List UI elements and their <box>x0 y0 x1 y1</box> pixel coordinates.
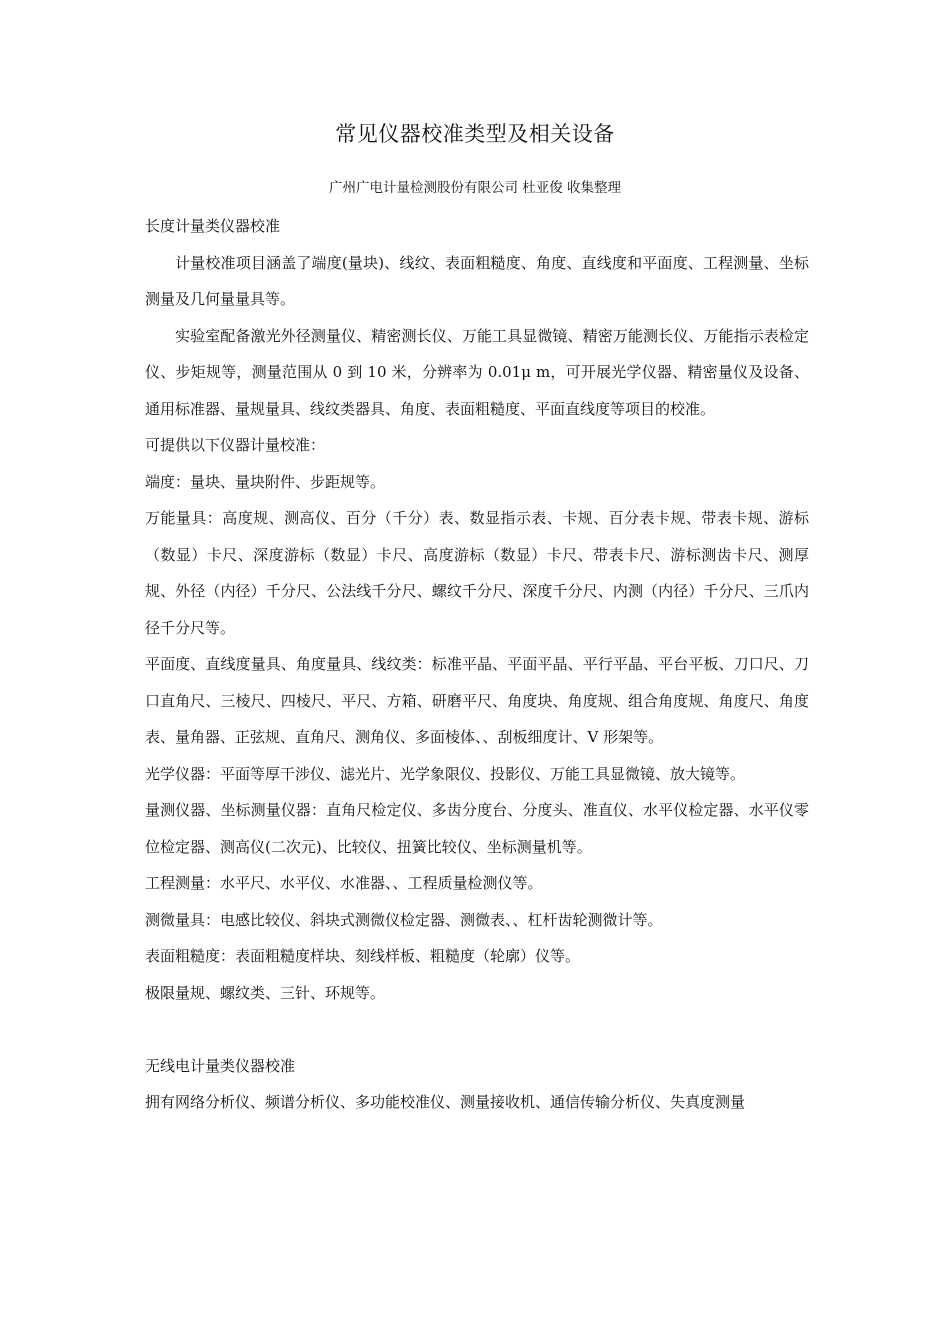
section-heading-radio: 无线电计量类仪器校准 <box>145 1056 296 1075</box>
paragraph-gap <box>145 1011 809 1048</box>
list-item-flatness-angle: 平面度、直线度量具、角度量具、线纹类：标准平晶、平面平晶、平行平晶、平台平板、刀口尺、刀口直角尺、三棱尺、四棱尺、平尺、方箱、研磨平尺、角度块、角度规、组合角度规、角度尺、角度表、量角器、正弦规、直角尺、测角仪、多面棱体、、刮板细度计、V 形架等。 <box>145 655 809 746</box>
list-item-engineering-measurement: 工程测量：水平尺、水平仪、水准器、、工程质量检测仪等。 <box>145 874 543 892</box>
list-item-surface-roughness: 表面粗糙度：表面粗糙度样块、刻线样板、粗糙度（轮廓）仪等。 <box>145 947 581 965</box>
section-heading-length: 长度计量类仪器校准 <box>145 217 281 235</box>
paragraph-radio-equipment: 拥有网络分析仪、频谱分析仪、多功能校准仪、测量接收机、通信传输分析仪、失真度测量 <box>145 1093 746 1111</box>
list-item-measuring-instruments: 量测仪器、坐标测量仪器：直角尺检定仪、多齿分度台、分度头、准直仪、水平仪检定器、水平仪零位检定器、测高仪(二次元)、比较仪、扭簧比较仪、坐标测量机等。 <box>145 801 809 856</box>
paragraph-scope: 计量校准项目涵盖了端度(量块)、线纹、表面粗糙度、角度、直线度和平面度、工程测量、坐标测量及几何量量具等。 <box>145 253 809 308</box>
document-title: 常见仪器校准类型及相关设备 <box>335 122 615 146</box>
list-item-end-gauges: 端度：量块、量块附件、步距规等。 <box>145 472 386 491</box>
list-item-optical-instruments: 光学仪器：平面等厚干涉仪、滤光片、光学象限仪、投影仪、万能工具显微镜、放大镜等。 <box>145 764 746 783</box>
list-item-micrometers: 测微量具：电感比较仪、斜块式测微仪检定器、测微表、、杠杆齿轮测微计等。 <box>145 910 663 929</box>
list-item-limit-gauges: 极限量规、螺纹类、三针、环规等。 <box>145 983 386 1002</box>
list-item-universal-gauges: 万能量具：高度规、测高仪、百分（千分）表、数显指示表、卡规、百分表卡规、带表卡规、游标（数显）卡尺、深度游标（数显）卡尺、高度游标（数显）卡尺、带表卡尺、游标测齿卡尺、测厚规、外径（内径）千分尺、公法线千分尺、螺纹千分尺、深度千分尺、内测（内径）千分尺、三爪内径千分尺等。 <box>145 509 809 637</box>
paragraph-services-intro: 可提供以下仪器计量校准： <box>145 436 326 454</box>
document-subtitle: 广州广电计量检测股份有限公司 杜亚俊 收集整理 <box>328 180 622 196</box>
document-body <box>145 208 809 1121</box>
paragraph-lab-equipment: 实验室配备激光外径测量仪、精密测长仪、万能工具显微镜、精密万能测长仪、万能指示表检定仪、步矩规等，测量范围从 0 到 10 米，分辨率为 0.01μ m，可开展光学仪器、精密量仪及设备、通用标准器、量规量具、线纹类器具、角度、表面粗糙度、平面直线度等项目的校准。 <box>145 326 809 418</box>
